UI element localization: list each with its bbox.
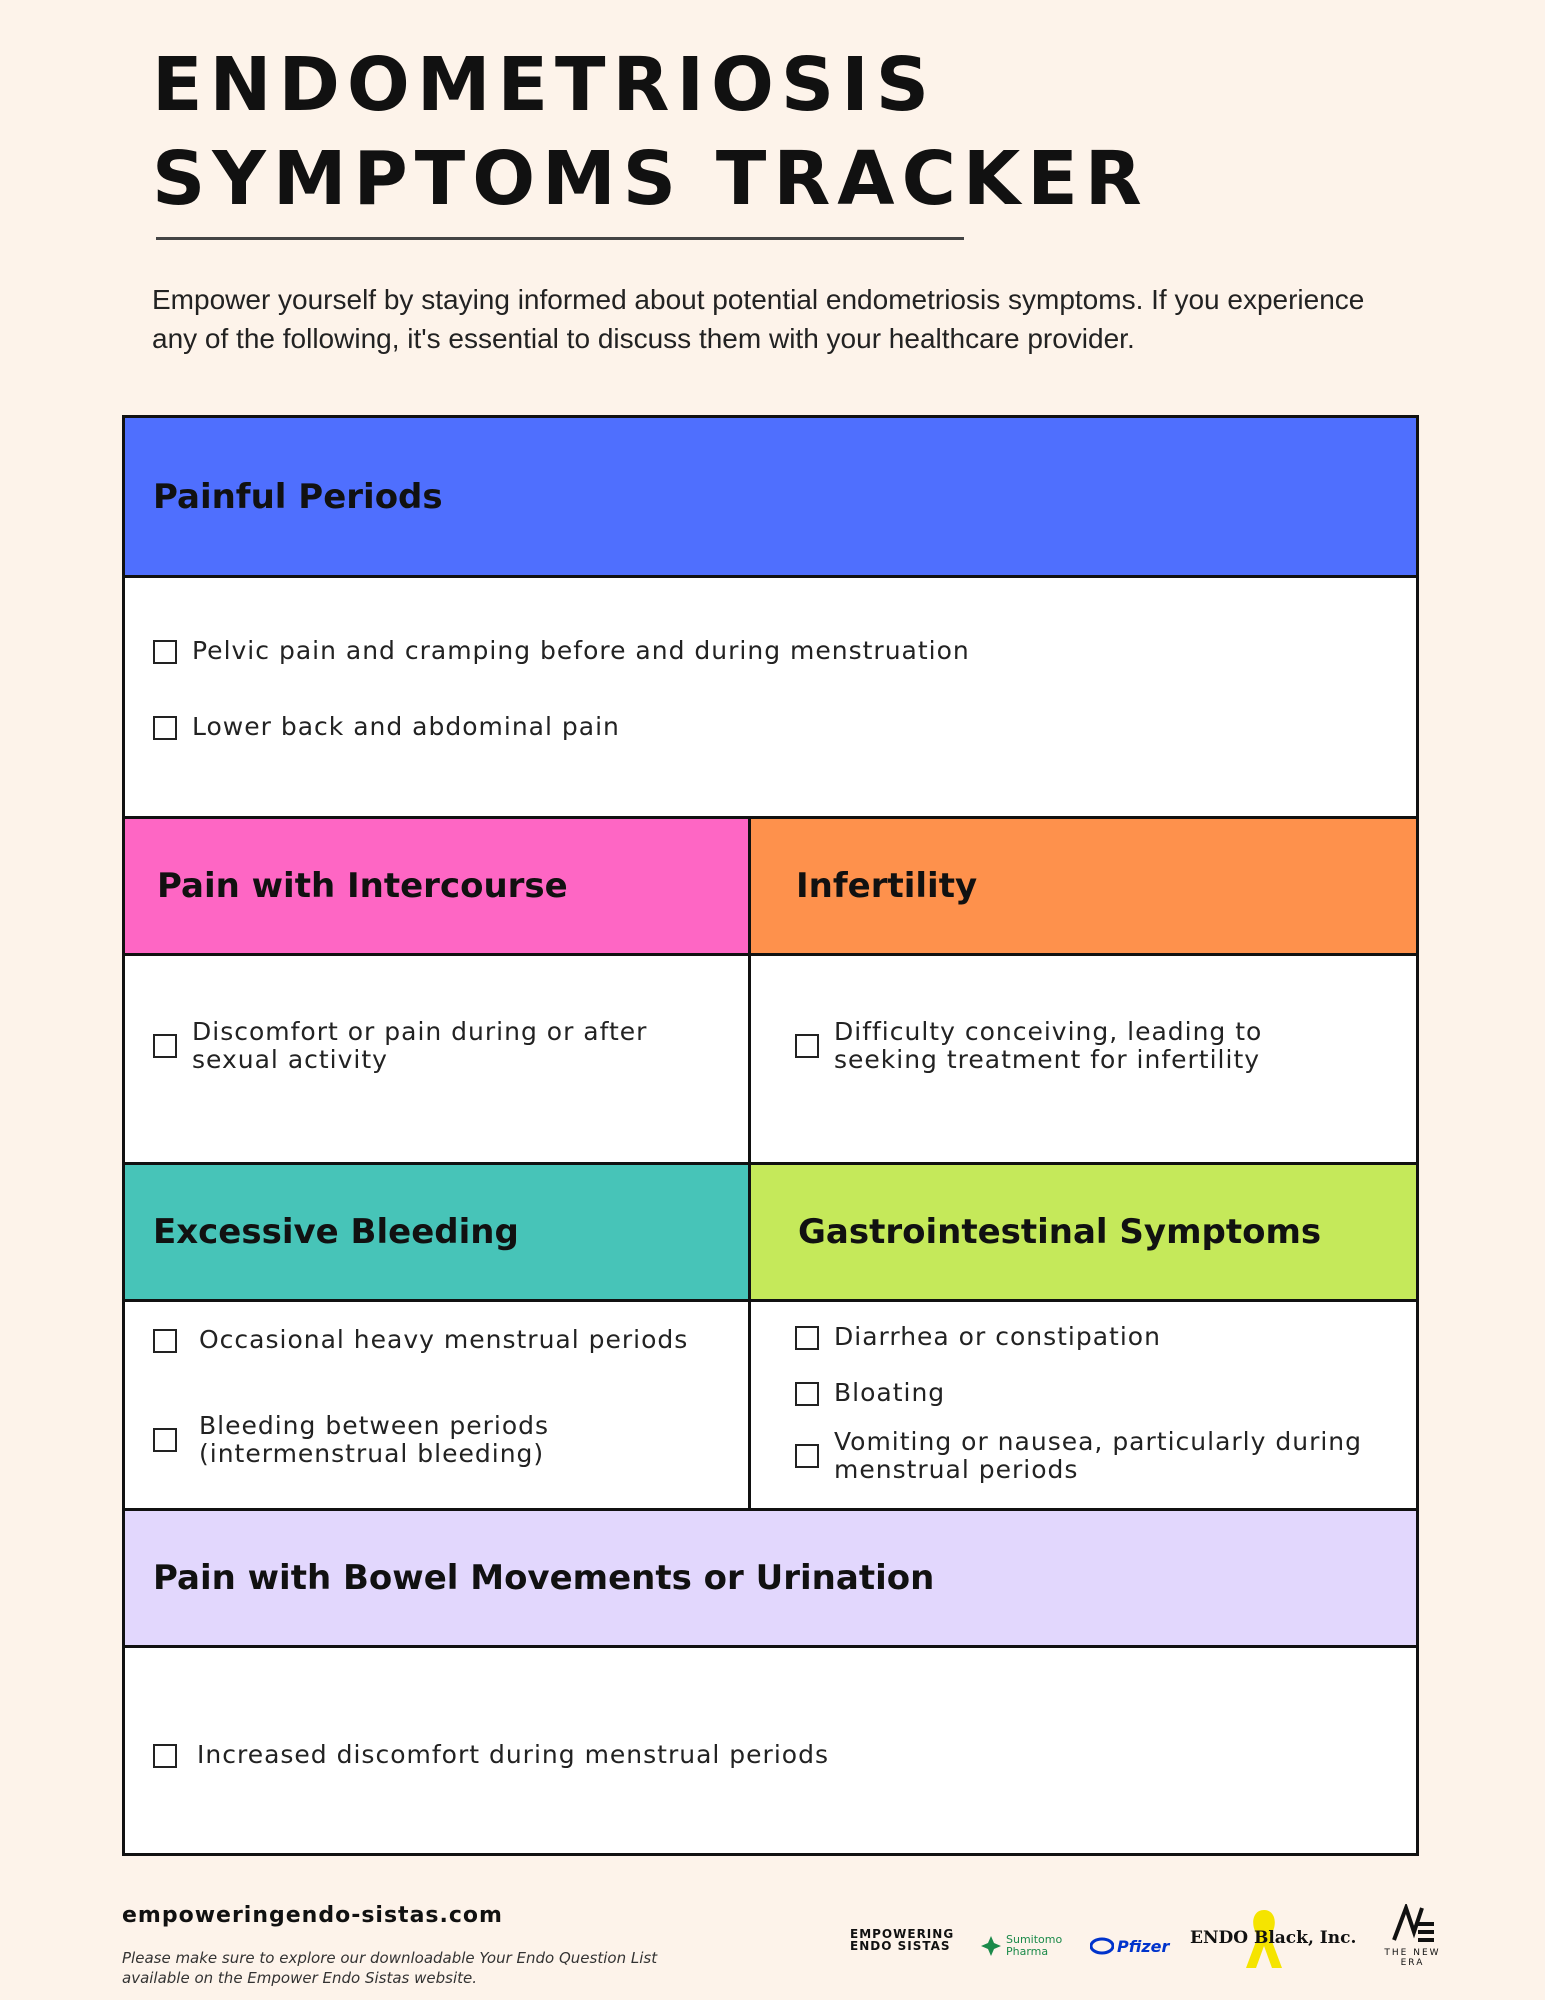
checkbox[interactable] <box>795 1382 819 1406</box>
new-era-logo <box>1375 1904 1450 1968</box>
item-label: Discomfort or pain during or after sexual activity <box>192 1017 648 1074</box>
gastro-title: Gastrointestinal Symptoms <box>798 1212 1322 1252</box>
sumitomo-pharma-logo <box>980 1934 1066 1958</box>
list-item <box>153 1018 733 1074</box>
sumitomo-icon <box>980 1935 1002 1957</box>
title-line-2: SYMPTOMS TRACKER <box>152 136 1149 222</box>
list-item <box>153 637 970 665</box>
sumitomo-logo-text: Sumitomo Pharma <box>1006 1933 1063 1958</box>
painful-periods-title: Painful Periods <box>153 476 443 517</box>
checkbox[interactable] <box>153 1034 177 1058</box>
list-item <box>153 713 620 741</box>
painful-periods-body <box>125 578 1416 819</box>
checkbox[interactable] <box>153 640 177 664</box>
checkbox[interactable] <box>153 1744 177 1768</box>
bowel-title: Pain with Bowel Movements or Urination <box>153 1558 935 1598</box>
bowel-header <box>125 1511 1416 1648</box>
pfizer-logo <box>1090 1934 1169 1958</box>
list-item <box>795 1018 1375 1074</box>
item-label: Vomiting or nausea, particularly during menstrual periods <box>834 1427 1363 1484</box>
list-item <box>153 1326 733 1354</box>
gastro-body <box>751 1302 1416 1511</box>
list-item <box>153 1412 733 1468</box>
infertility-body <box>751 956 1416 1165</box>
empowering-logo-text: EMPOWERING ENDO SISTAS <box>850 1927 955 1953</box>
item-label: Occasional heavy menstrual periods <box>199 1325 689 1354</box>
page-title <box>152 38 1149 226</box>
checkbox[interactable] <box>153 716 177 740</box>
checkbox[interactable] <box>795 1326 819 1350</box>
endo-black-logo <box>1190 1906 1357 1966</box>
item-label: Bleeding between periods (intermenstrual bleeding) <box>199 1411 550 1468</box>
intercourse-header <box>125 819 751 956</box>
bowel-body <box>125 1648 1416 1853</box>
empowering-endo-sistas-logo <box>850 1928 954 1952</box>
item-label: Difficulty conceiving, leading to seeking treatment for infertility <box>834 1017 1263 1074</box>
bleeding-header <box>125 1165 751 1302</box>
item-label: Pelvic pain and cramping before and during menstruation <box>192 636 970 665</box>
infertility-header <box>751 819 1416 956</box>
list-item <box>795 1428 1405 1484</box>
checkbox[interactable] <box>153 1329 177 1353</box>
title-divider <box>156 237 964 240</box>
item-label: Bloating <box>834 1378 946 1407</box>
item-label: Diarrhea or constipation <box>834 1322 1161 1351</box>
intro-paragraph: Empower yourself by staying informed about potential endometriosis symptoms. If you experience any of the following, it's essential to discuss them with your healthcare provider. <box>152 284 1365 354</box>
item-label: Lower back and abdominal pain <box>192 712 620 741</box>
list-item <box>795 1323 1385 1351</box>
pfizer-logo-text: Pfizer <box>1117 1936 1170 1956</box>
gastro-header <box>751 1165 1416 1302</box>
bleeding-title: Excessive Bleeding <box>153 1212 519 1252</box>
intercourse-title: Pain with Intercourse <box>157 866 568 906</box>
intercourse-body <box>125 956 751 1165</box>
list-item <box>795 1379 1385 1407</box>
bleeding-body <box>125 1302 751 1511</box>
new-era-icon <box>1390 1904 1436 1944</box>
checkbox[interactable] <box>153 1428 177 1452</box>
sponsor-logos <box>850 1900 1450 1970</box>
infertility-title: Infertility <box>796 866 978 906</box>
footer-note: Please make sure to explore our downloadable Your Endo Question List available on the Empower Endo Sistas website. <box>122 1949 658 1987</box>
checkbox[interactable] <box>795 1444 819 1468</box>
website-link[interactable]: empoweringendo-sistas.com <box>122 1903 503 1928</box>
endo-black-logo-text: ENDO Black, Inc. <box>1190 1928 1357 1948</box>
painful-periods-header <box>125 418 1416 578</box>
title-line-1: ENDOMETRIOSIS <box>152 42 937 128</box>
checkbox[interactable] <box>795 1034 819 1058</box>
item-label: Increased discomfort during menstrual periods <box>197 1740 829 1769</box>
list-item <box>153 1741 829 1769</box>
pfizer-icon <box>1090 1934 1114 1958</box>
symptoms-tracker-table <box>122 415 1419 1856</box>
new-era-logo-text: THE NEW ERA <box>1384 1948 1441 1968</box>
